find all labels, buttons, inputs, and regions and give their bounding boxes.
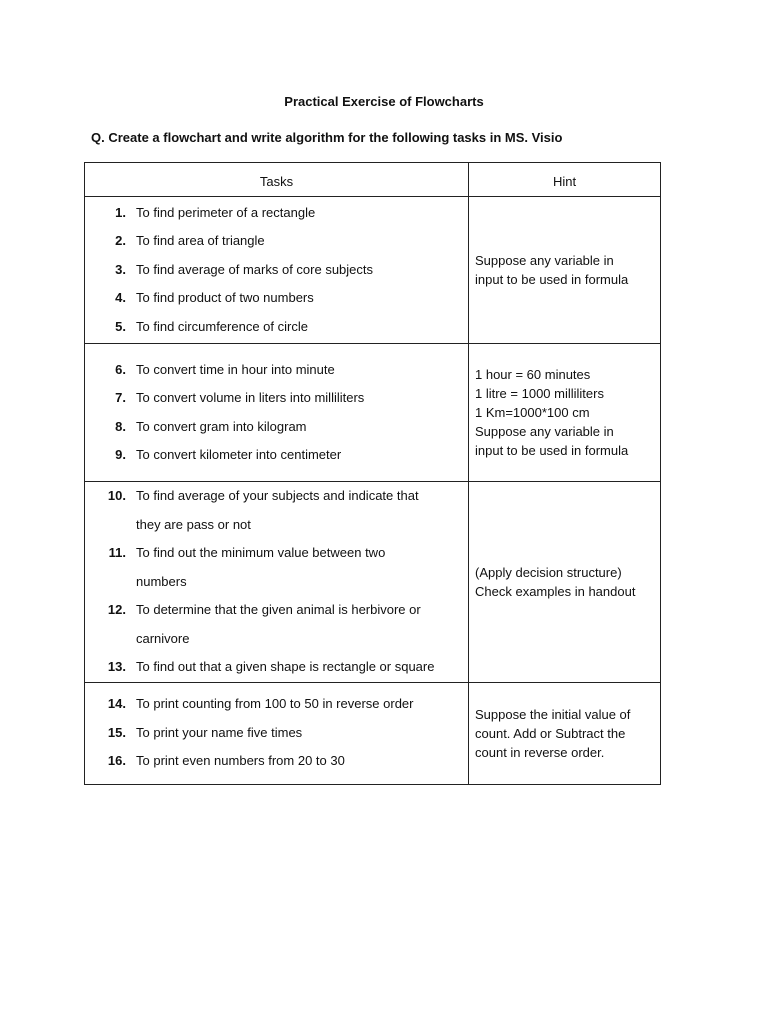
task-text: carnivore — [136, 630, 190, 646]
task-number: 7. — [115, 390, 126, 405]
task-item — [85, 227, 468, 256]
task-number: 16. — [107, 753, 126, 769]
task-number: 6. — [115, 361, 126, 377]
task-text: To find circumference of circle — [136, 318, 308, 334]
tasks-cell — [85, 682, 469, 784]
hint-text: 1 litre = 1000 milliliters — [475, 386, 604, 401]
task-text: To print your name five times — [136, 724, 303, 740]
hint-text: (Apply decision structure) — [475, 564, 622, 580]
task-list — [85, 690, 468, 776]
hint-text: Suppose any variable in — [475, 424, 614, 439]
task-list — [85, 199, 468, 342]
task-text: To find area of triangle — [136, 233, 265, 249]
task-text: To find out that a given shape is rectangle or square — [136, 659, 435, 674]
task-item-continuation — [85, 625, 468, 654]
task-item — [85, 747, 468, 776]
hint-text: Suppose any variable in — [475, 253, 614, 268]
table-row — [85, 682, 661, 784]
question-text: Q. Create a flowchart and write algorithm for the following tasks in MS. Visio — [91, 130, 563, 145]
hint-text: input to be used in formula — [475, 272, 629, 287]
task-item — [85, 199, 468, 228]
task-text: they are pass or not — [136, 516, 251, 532]
task-text: To find out the minimum value between two — [136, 545, 386, 560]
task-number: 10. — [107, 488, 126, 503]
hint-text: input to be used in formula — [475, 443, 629, 458]
task-number: 13. — [107, 659, 126, 674]
task-item — [85, 441, 468, 470]
hint-cell — [469, 344, 661, 482]
task-number: 1. — [115, 204, 126, 220]
task-item — [85, 690, 468, 719]
task-list — [85, 482, 468, 682]
tasks-header: Tasks — [85, 163, 469, 197]
task-item — [85, 482, 468, 511]
task-text: To find perimeter of a rectangle — [136, 204, 316, 220]
task-text: To print counting from 100 to 50 in reverse order — [136, 696, 414, 712]
tasks-cell — [85, 344, 469, 482]
page-title: Practical Exercise of Flowcharts — [284, 94, 484, 109]
task-text: To find product of two numbers — [136, 290, 314, 306]
tasks-cell — [85, 197, 469, 344]
task-item — [85, 356, 468, 385]
task-text: To determine that the given animal is herbivore or — [136, 602, 421, 617]
task-text: To print even numbers from 20 to 30 — [136, 753, 345, 769]
task-text: To convert kilometer into centimeter — [136, 447, 342, 462]
task-item — [85, 539, 468, 568]
task-item-continuation — [85, 511, 468, 540]
tasks-table — [84, 162, 661, 785]
task-text: To convert volume in liters into milliliters — [136, 390, 365, 405]
table-header-row — [85, 163, 661, 197]
task-text: To convert gram into kilogram — [136, 418, 307, 434]
hint-header: Hint — [469, 163, 661, 197]
table-row — [85, 482, 661, 683]
task-number: 14. — [107, 696, 126, 712]
task-text: To find average of marks of core subjects — [136, 261, 374, 277]
hint-cell — [469, 197, 661, 344]
task-number: 15. — [107, 724, 126, 740]
task-text: To find average of your subjects and indicate that — [136, 488, 419, 503]
task-item — [85, 384, 468, 413]
table-body — [85, 197, 661, 785]
table-row — [85, 197, 661, 344]
hint-text: 1 Km=1000*100 cm — [475, 405, 590, 420]
hint-text: count in reverse order. — [475, 744, 605, 760]
table-row — [85, 344, 661, 482]
task-item — [85, 413, 468, 442]
task-list — [85, 356, 468, 470]
task-number: 4. — [115, 290, 126, 306]
task-item — [85, 653, 468, 682]
hint-text: Check examples in handout — [475, 583, 636, 599]
task-number: 9. — [115, 447, 126, 462]
task-number: 12. — [107, 602, 126, 617]
tasks-cell — [85, 482, 469, 683]
task-item — [85, 313, 468, 342]
task-number: 8. — [115, 418, 126, 434]
hint-text: 1 hour = 60 minutes — [475, 367, 591, 382]
task-text: numbers — [136, 573, 187, 589]
task-item — [85, 719, 468, 748]
task-number: 5. — [115, 318, 126, 334]
hint-text: count. Add or Subtract the — [475, 725, 626, 741]
task-item — [85, 596, 468, 625]
hint-text: Suppose the initial value of — [475, 706, 631, 722]
hint-cell — [469, 482, 661, 683]
task-item-continuation — [85, 568, 468, 597]
task-number: 2. — [115, 233, 126, 249]
task-number: 11. — [108, 545, 126, 560]
task-text: To convert time in hour into minute — [136, 361, 335, 377]
hint-cell — [469, 682, 661, 784]
task-item — [85, 284, 468, 313]
task-number: 3. — [115, 261, 126, 277]
task-item — [85, 256, 468, 285]
